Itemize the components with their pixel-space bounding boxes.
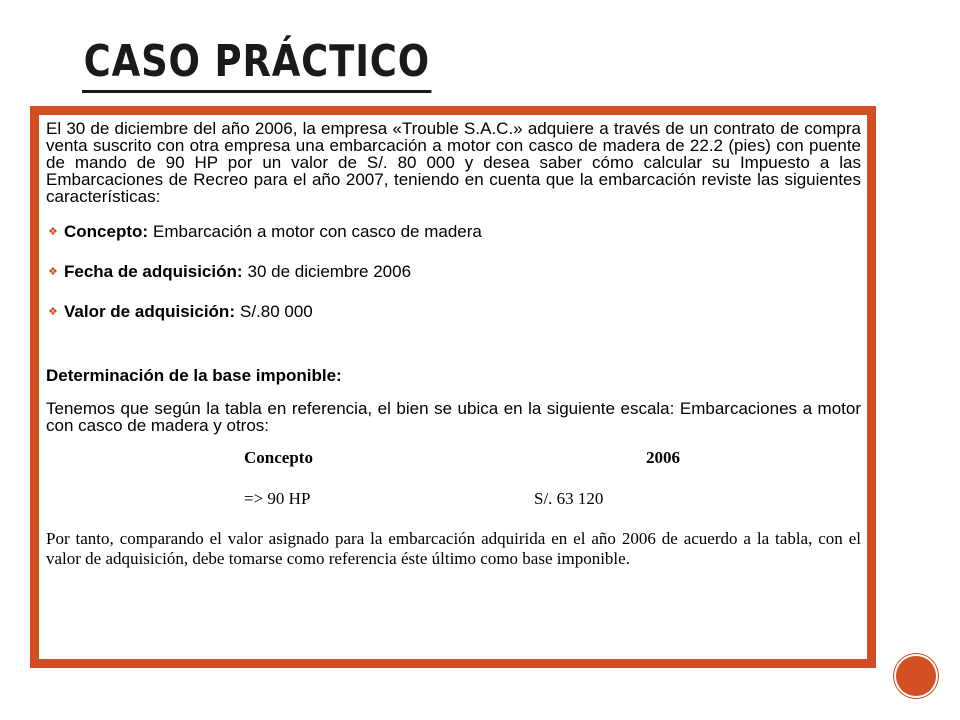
- table-header-row: [244, 448, 704, 468]
- diamond-bullet-icon: ❖: [48, 226, 58, 238]
- scale-paragraph: Tenemos que según la tabla en referencia, el bien se ubica en la siguiente escala: Embarcaciones a motor con casco de madera y otros:: [46, 399, 861, 435]
- concept-table: [244, 448, 704, 509]
- bullet-label: Fecha de adquisición:: [64, 262, 243, 281]
- list-item: [46, 262, 861, 282]
- diamond-bullet-icon: ❖: [48, 306, 58, 318]
- bullet-value: S/.80 000: [239, 302, 313, 321]
- diamond-bullet-icon: ❖: [48, 266, 58, 278]
- circle-nav-icon[interactable]: [896, 656, 936, 696]
- table-header-concept: Concepto: [244, 448, 313, 467]
- characteristics-list: [46, 222, 861, 322]
- bullet-label: Concepto:: [64, 222, 149, 241]
- list-item: [46, 302, 861, 322]
- bullet-value: Embarcación a motor con casco de madera: [153, 222, 482, 241]
- table-cell-value: S/. 63 120: [534, 489, 604, 508]
- slide-title: CASO PRÁCTICO: [82, 38, 432, 93]
- bullet-label: Valor de adquisición:: [64, 302, 235, 321]
- intro-paragraph: El 30 de diciembre del año 2006, la empresa «Trouble S.A.C.» adquiere a través de un contrato de compra venta suscrito con otra empresa una embarcación a motor con casco de madera de 22.2 (pies) con puente de mando de 90 HP por un valor de S/. 80 000 y desea saber cómo calcular su Impuesto a las Embarcaciones de Recreo para el año 2007, teniendo en cuenta que la embarcación reviste las siguientes características:: [46, 119, 861, 206]
- table-row: [244, 489, 704, 509]
- bullet-value: 30 de diciembre 2006: [247, 262, 412, 281]
- content-card: [30, 106, 876, 668]
- section-heading: Determinación de la base imponible:: [46, 366, 342, 385]
- table-header-year: 2006: [646, 448, 680, 467]
- table-cell-concept: => 90 HP: [244, 489, 311, 508]
- conclusion-paragraph: Por tanto, comparando el valor asignado para la embarcación adquirida en el año 2006 de acuerdo a la tabla, con el valor de adquisición, debe tomarse como referencia éste último como base imponible.: [46, 529, 861, 568]
- list-item: [46, 222, 861, 242]
